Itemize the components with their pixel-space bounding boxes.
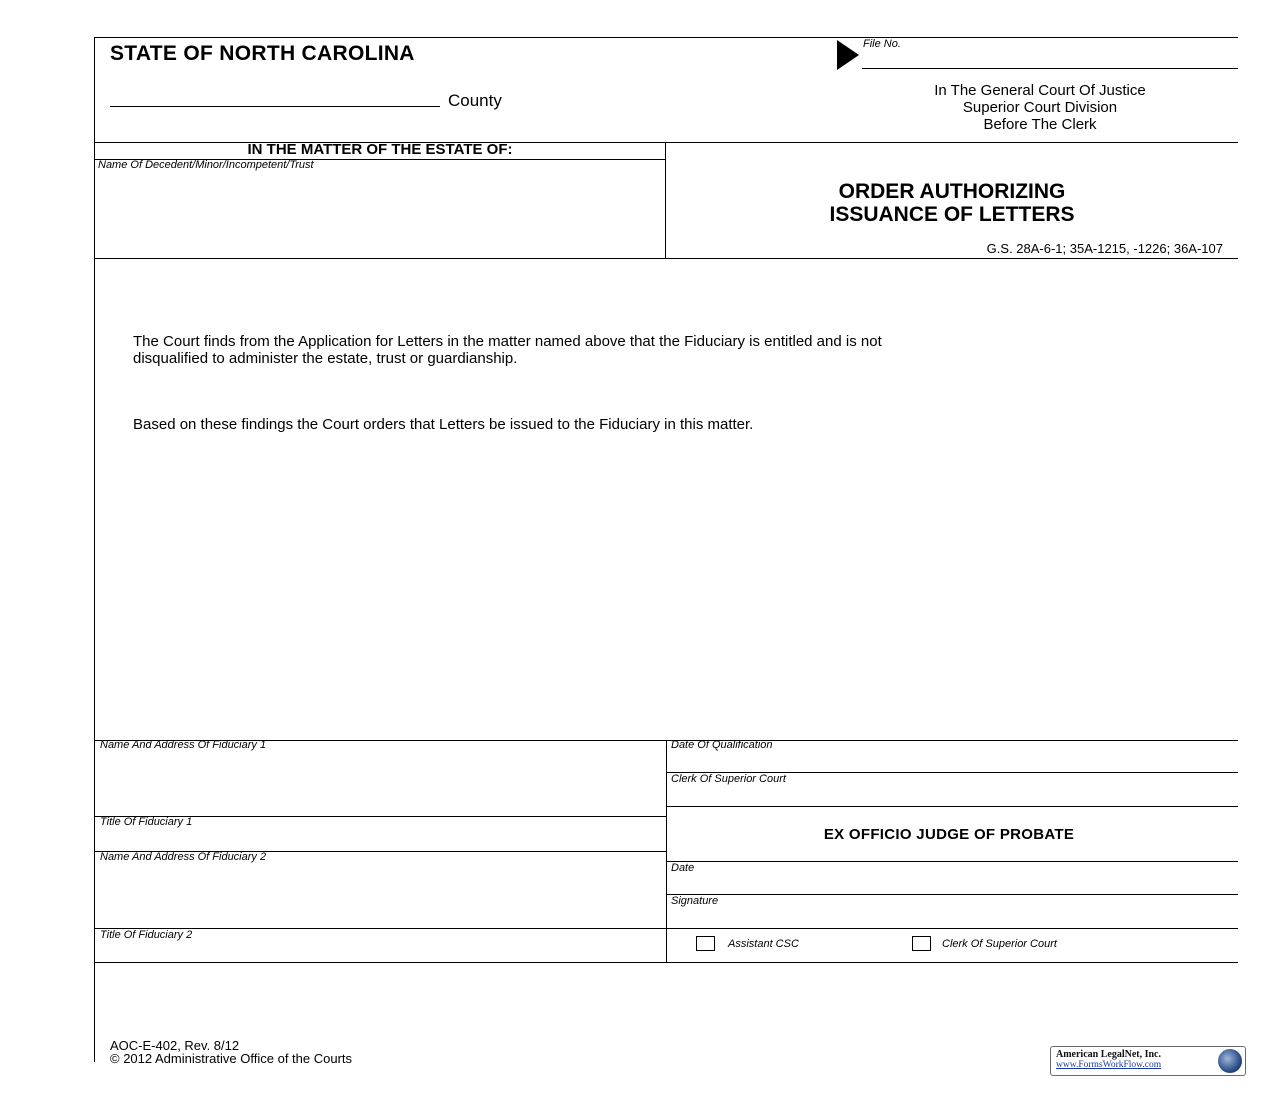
statute-reference: G.S. 28A-6-1; 35A-1215, -1226; 36A-107 [986, 241, 1223, 256]
ex-officio-heading: EX OFFICIO JUDGE OF PROBATE [823, 826, 1075, 843]
american-legalnet-logo[interactable] [1050, 1046, 1246, 1076]
court-line-2: Superior Court Division [962, 99, 1118, 116]
fiduciary1-title-field[interactable] [95, 830, 665, 850]
finding-paragraph [133, 333, 882, 367]
form-title [666, 180, 1238, 226]
signature-field[interactable] [667, 909, 1237, 927]
signature-label: Signature [671, 895, 719, 907]
form-number: AOC-E-402, Rev. 8/12 [110, 1038, 240, 1053]
county-label: County [448, 91, 502, 110]
fiduciary2-title-label: Title Of Fiduciary 2 [100, 929, 193, 941]
clerk-superior-court-label: Clerk Of Superior Court [671, 773, 786, 785]
assistant-csc-checkbox[interactable] [696, 936, 715, 951]
clerk-superior-court-checkbox-label: Clerk Of Superior Court [942, 938, 1057, 950]
date-field[interactable] [667, 876, 1237, 893]
fiduciary1-name-address-field[interactable] [95, 754, 665, 815]
caption-bottom-line [94, 258, 1238, 259]
globe-icon [1218, 1049, 1242, 1073]
fiduciary2-name-address-label: Name And Address Of Fiduciary 2 [100, 851, 267, 863]
file-no-input[interactable] [862, 50, 1238, 68]
date-label: Date [671, 862, 695, 874]
date-of-qualification-label: Date Of Qualification [671, 739, 773, 751]
form-title-line-2: ISSUANCE OF LETTERS [829, 203, 1075, 226]
fiduciary2-name-address-field[interactable] [95, 866, 665, 927]
court-line-1: In The General Court Of Justice [934, 82, 1146, 99]
fiduciary1-title-label: Title Of Fiduciary 1 [100, 816, 193, 828]
decedent-name-label: Name Of Decedent/Minor/Incompetent/Trust [98, 159, 314, 171]
logo-url[interactable]: www.FormsWorkFlow.com [1056, 1060, 1162, 1070]
fields-bottom-line [94, 962, 1238, 963]
right-line-2 [666, 806, 1238, 807]
finding-line-1: The Court finds from the Application for Letters in the matter named above that the Fiduciary is entitled and is not [133, 333, 882, 350]
logo-name: American LegalNet, Inc. [1056, 1049, 1161, 1060]
file-no-underline [862, 68, 1238, 69]
fiduciary2-title-field[interactable] [95, 943, 665, 961]
decedent-name-field[interactable] [95, 174, 665, 258]
right-line-4 [666, 894, 1238, 895]
file-no-label: File No. [863, 38, 901, 50]
court-line-3: Before The Clerk [983, 116, 1097, 133]
matter-heading: IN THE MATTER OF THE ESTATE OF: [247, 141, 513, 158]
clerk-superior-court-field[interactable] [667, 787, 1237, 805]
assistant-csc-label: Assistant CSC [728, 938, 799, 950]
court-info [840, 82, 1240, 133]
arrow-right-icon [837, 40, 859, 70]
form-title-line-1: ORDER AUTHORIZING [838, 180, 1066, 203]
clerk-superior-court-checkbox[interactable] [912, 936, 931, 951]
order-paragraph: Based on these findings the Court orders that Letters be issued to the Fiduciary in this matter. [133, 416, 754, 433]
right-line-3 [666, 861, 1238, 862]
top-border [94, 37, 1238, 38]
finding-line-2: disqualified to administer the estate, trust or guardianship. [133, 350, 518, 367]
copyright: © 2012 Administrative Office of the Courts [110, 1051, 353, 1066]
date-of-qualification-field[interactable] [667, 754, 1237, 771]
county-input-line[interactable] [110, 106, 440, 107]
fiduciary1-name-address-label: Name And Address Of Fiduciary 1 [100, 739, 267, 751]
state-name: STATE OF NORTH CAROLINA [110, 42, 415, 65]
right-line-5 [666, 928, 1238, 929]
